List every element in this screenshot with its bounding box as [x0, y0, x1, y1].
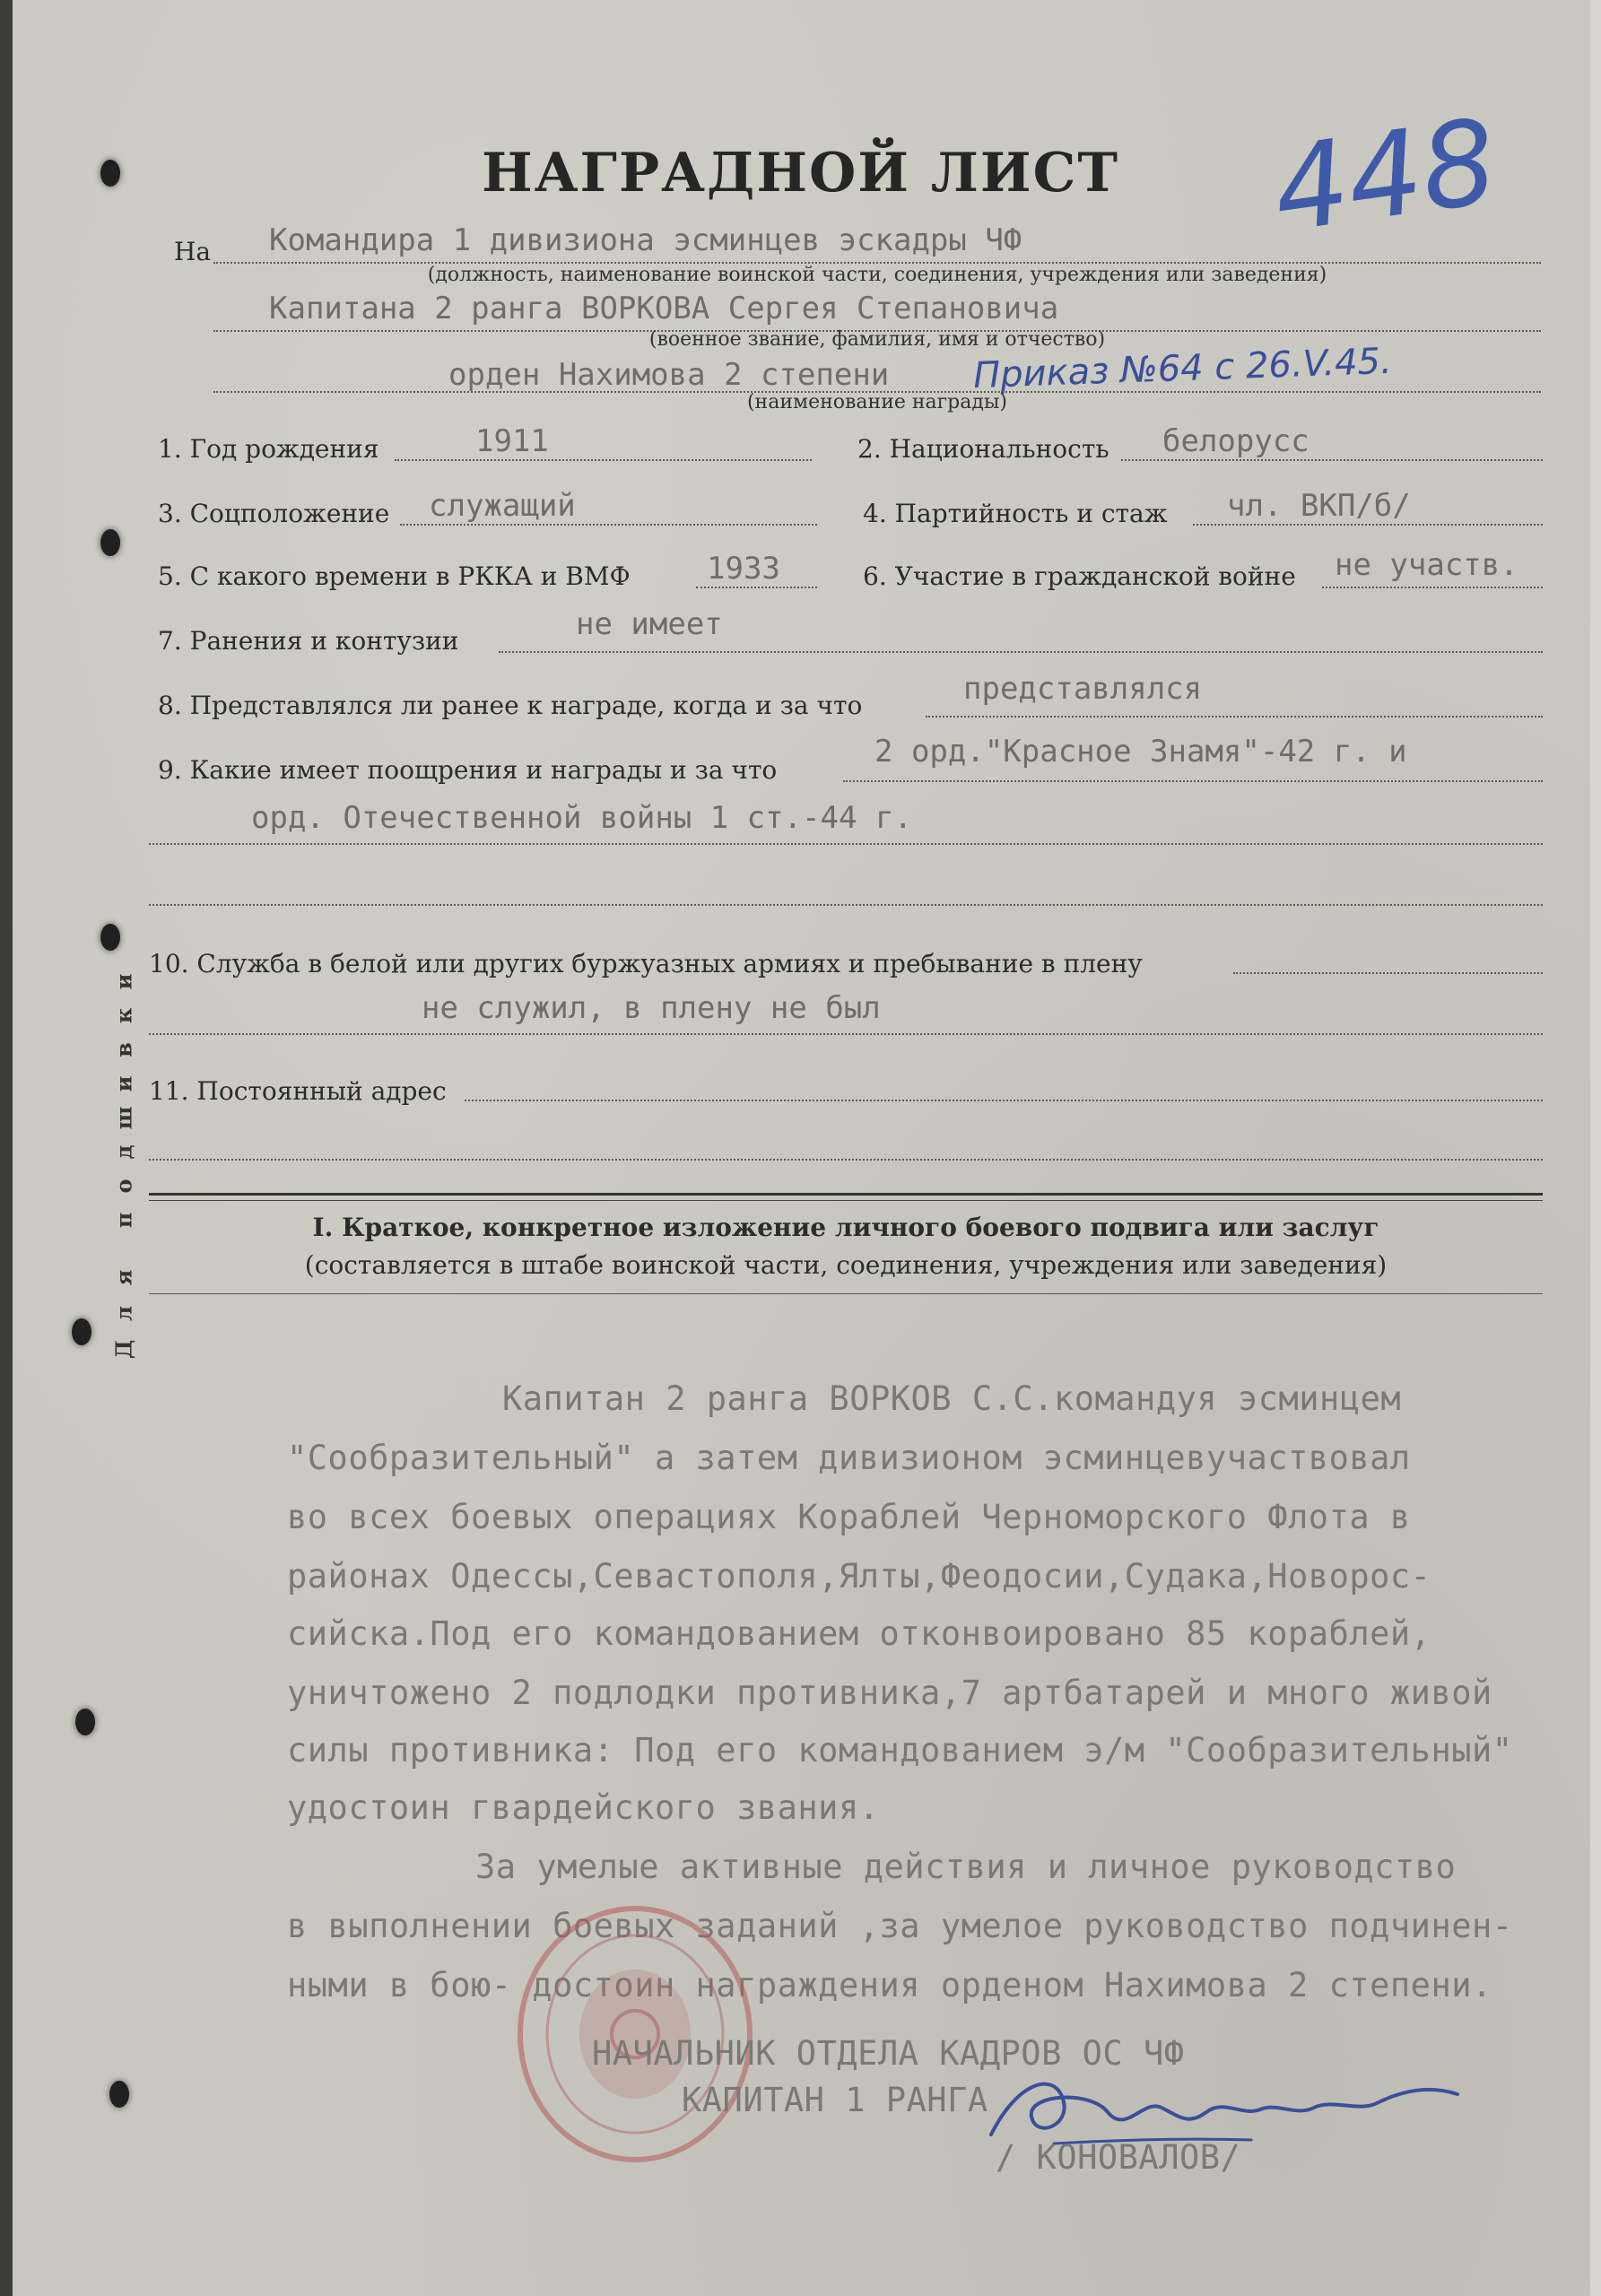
wounds-label: 7. Ранения и контузии: [158, 626, 459, 656]
narrative-line: Капитан 2 ранга ВОРКОВ С.С.командуя эсминцем: [502, 1379, 1402, 1418]
field-line: [149, 843, 1543, 845]
field-line: [1322, 587, 1543, 588]
section-underline: [149, 1293, 1543, 1294]
margin-letter: л: [110, 1306, 137, 1321]
narrative-line: силы противника: Под его командованием э/м "Сообразительный": [287, 1731, 1513, 1770]
narrative-line: "Сообразительный" а затем дивизионом эсминцевучаствовал: [287, 1439, 1411, 1477]
party-label: 4. Партийность и стаж: [863, 499, 1168, 528]
social-label: 3. Соцположение: [158, 499, 390, 528]
birth-year-label: 1. Год рождения: [158, 434, 379, 464]
name-value: Капитана 2 ранга ВОРКОВА Сергея Степановича: [269, 291, 1059, 326]
narrative-line: уничтожено 2 подлодки противника,7 артбатарей и много живой: [287, 1674, 1492, 1712]
archive-number: 448: [1265, 92, 1505, 259]
narrative-line: За умелые активные действия и личное руководство: [475, 1848, 1457, 1886]
punch-hole: [72, 1318, 91, 1345]
field-line: [1233, 972, 1543, 974]
punch-hole: [75, 1709, 95, 1735]
nationality-value: белорусс: [1162, 423, 1310, 459]
punch-hole: [109, 2081, 129, 2108]
address-label: 11. Постоянный адрес: [149, 1076, 447, 1106]
award-caption: (наименование награды): [746, 391, 1008, 413]
margin-letter: о: [110, 1178, 137, 1194]
previous-award-label: 8. Представлялся ли ранее к награде, когда и за что: [158, 691, 863, 720]
signature-name: / КОНОВАЛОВ/: [996, 2138, 1241, 2177]
margin-letter: и: [110, 1075, 137, 1092]
service-since-value: 1933: [707, 551, 780, 587]
field-line: [465, 1100, 1543, 1101]
field-line: [843, 780, 1543, 782]
position-caption: (должность, наименование воинской части, соединения, учреждения или заведения): [427, 264, 1327, 286]
margin-letter: Д: [110, 1339, 137, 1360]
white-army-label: 10. Служба в белой или других буржуазных армиях и пребывание в плену: [149, 949, 1143, 978]
field-line: [499, 651, 1543, 653]
civil-war-value: не участв.: [1335, 547, 1518, 583]
signature-title-2: КАПИТАН 1 РАНГА: [682, 2081, 988, 2119]
narrative-line: удостоин гвардейского звания.: [287, 1788, 880, 1827]
field-line: [149, 1159, 1543, 1161]
section-heading: I. Краткое, конкретное изложение личного боевого подвига или заслуг: [312, 1213, 1379, 1242]
position-value: Командира 1 дивизиона эсминцев эскадры ЧФ: [269, 222, 1022, 258]
party-value: чл. ВКП/б/: [1227, 488, 1411, 524]
field-line: [395, 459, 812, 461]
previous-award-value: представлялся: [963, 671, 1203, 707]
wounds-value: не имеет: [576, 606, 723, 642]
narrative-line: районах Одессы,Севастополя,Ялты,Феодосии,Судака,Новорос-: [287, 1557, 1431, 1596]
social-value: служащий: [429, 488, 576, 524]
field-line: [1121, 459, 1543, 461]
civil-war-label: 6. Участие в гражданской войне: [863, 561, 1296, 591]
margin-letter: в: [110, 1042, 137, 1057]
section-subheading: (составляется в штабе воинской части, соединения, учреждения или заведения): [304, 1250, 1388, 1280]
narrative-line: во всех боевых операциях Кораблей Черноморского Флота в: [287, 1498, 1411, 1536]
narrative-line: ными в бою- достоин награждения орденом Нахимова 2 степени.: [287, 1966, 1492, 2005]
margin-letter: я: [110, 1269, 137, 1286]
page-title: НАГРАДНОЙ ЛИСТ: [482, 142, 1119, 204]
punch-hole: [100, 529, 120, 556]
margin-letter: и: [110, 973, 137, 990]
field-line: [400, 524, 817, 526]
margin-letter: ш: [110, 1106, 137, 1130]
left-edge: [0, 0, 13, 2296]
field-line: [1193, 524, 1543, 526]
award-order-handwritten: Приказ №64 с 26.V.45.: [972, 340, 1393, 397]
field-line: [696, 587, 817, 588]
punch-hole: [100, 924, 120, 951]
section-divider: [149, 1193, 1543, 1196]
margin-letter: п: [110, 1212, 137, 1229]
right-edge: [1590, 0, 1601, 2296]
field-line: [926, 716, 1543, 718]
narrative-line: в выполнении боевых заданий ,за умелое руководство подчинен-: [287, 1907, 1513, 1945]
name-caption: (военное звание, фамилия, имя и отчество): [648, 328, 1106, 351]
field-line: [149, 904, 1543, 906]
white-army-value: не служил, в плену не был: [422, 990, 881, 1026]
margin-letter: к: [110, 1007, 137, 1024]
section-divider-thin: [149, 1200, 1543, 1201]
margin-binding-label: [106, 969, 142, 1390]
field-line: [149, 1033, 1543, 1035]
nationality-label: 2. Национальность: [857, 434, 1109, 464]
service-since-label: 5. С какого времени в РККА и ВМФ: [158, 561, 631, 591]
awards-value-1: 2 орд."Красное Знамя"-42 г. и: [874, 734, 1407, 770]
na-label: На: [174, 237, 212, 266]
birth-year-value: 1911: [475, 423, 549, 459]
award-value: орден Нахимова 2 степени: [448, 357, 890, 393]
narrative-line: сийска.Под его командованием отконвоировано 85 кораблей,: [287, 1614, 1431, 1653]
margin-letter: д: [110, 1144, 137, 1160]
signature-title-1: НАЧАЛЬНИК ОТДЕЛА КАДРОВ ОС ЧФ: [592, 2034, 1185, 2073]
awards-label: 9. Какие имеет поощрения и награды и за что: [158, 755, 778, 785]
awards-value-2: орд. Отечественной войны 1 ст.-44 г.: [251, 800, 912, 836]
